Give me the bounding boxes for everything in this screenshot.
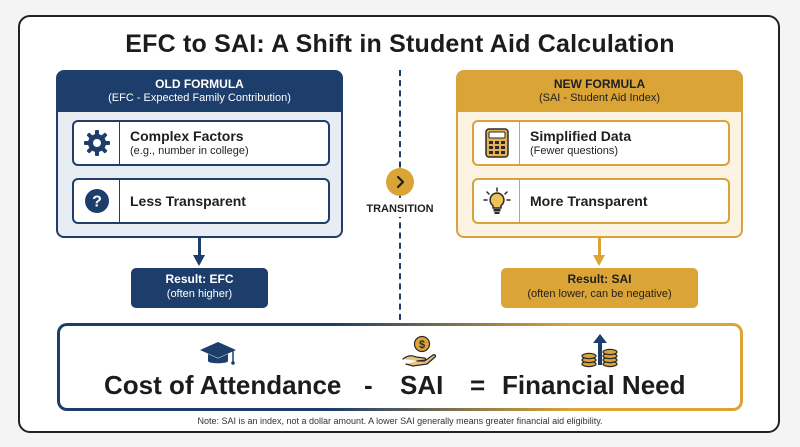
new-formula-subheading: (SAI - Student Aid Index) bbox=[538, 92, 661, 104]
old-item-complex-factors bbox=[72, 120, 330, 166]
old-result-arrow bbox=[198, 238, 201, 256]
footnote: Note: SAI is an index, not a dollar amount. A lower SAI generally means greater financial aid eligibility. bbox=[197, 416, 603, 426]
old-formula-heading: OLD FORMULA bbox=[155, 77, 244, 91]
sai-result-title: Result: SAI bbox=[567, 272, 632, 286]
new-formula-heading: NEW FORMULA bbox=[553, 77, 646, 91]
item-title: Simplified Data bbox=[530, 128, 632, 144]
old-formula-header bbox=[58, 72, 341, 112]
sai-result-subtitle: (often lower, can be negative) bbox=[527, 288, 672, 300]
lightbulb-icon bbox=[474, 180, 520, 222]
old-result-arrow-head bbox=[193, 255, 205, 266]
new-formula-header bbox=[458, 72, 741, 112]
old-formula-subheading: (EFC - Expected Family Contribution) bbox=[108, 92, 291, 104]
operator-minus: - bbox=[364, 370, 373, 400]
graduation-cap-icon bbox=[198, 340, 238, 373]
item-subtitle: (e.g., number in college) bbox=[130, 145, 249, 157]
efc-result-badge bbox=[131, 268, 268, 308]
new-formula-panel bbox=[456, 70, 743, 238]
new-result-arrow-head bbox=[593, 255, 605, 266]
calculator-icon bbox=[474, 122, 520, 164]
svg-text:$: $ bbox=[418, 339, 426, 351]
sai-result-badge bbox=[501, 268, 698, 308]
new-item-more-transparent bbox=[472, 178, 730, 224]
item-title: Complex Factors bbox=[130, 128, 244, 144]
item-subtitle: (Fewer questions) bbox=[530, 145, 619, 157]
chevron-right-icon bbox=[386, 168, 414, 196]
item-title: More Transparent bbox=[530, 193, 648, 209]
old-item-less-transparent bbox=[72, 178, 330, 224]
hand-coin-icon bbox=[401, 335, 437, 374]
gear-icon bbox=[74, 122, 120, 164]
question-icon bbox=[74, 180, 120, 222]
svg-text:?: ? bbox=[91, 193, 102, 211]
efc-result-subtitle: (often higher) bbox=[166, 288, 233, 300]
efc-result-title: Result: EFC bbox=[165, 272, 234, 286]
new-item-simplified-data bbox=[472, 120, 730, 166]
term-cost-of-attendance: Cost of Attendance bbox=[104, 370, 342, 400]
old-formula-panel bbox=[56, 70, 343, 238]
page-title: EFC to SAI: A Shift in Student Aid Calculation bbox=[125, 30, 675, 58]
operator-equals: = bbox=[470, 370, 486, 400]
new-result-arrow bbox=[598, 238, 601, 256]
coin-stack-arrow-icon bbox=[580, 333, 620, 374]
term-sai: SAI bbox=[400, 370, 444, 400]
center-divider bbox=[399, 70, 401, 330]
item-title: Less Transparent bbox=[130, 193, 246, 209]
term-financial-need: Financial Need bbox=[502, 370, 686, 400]
transition-label: TRANSITION bbox=[352, 201, 448, 217]
